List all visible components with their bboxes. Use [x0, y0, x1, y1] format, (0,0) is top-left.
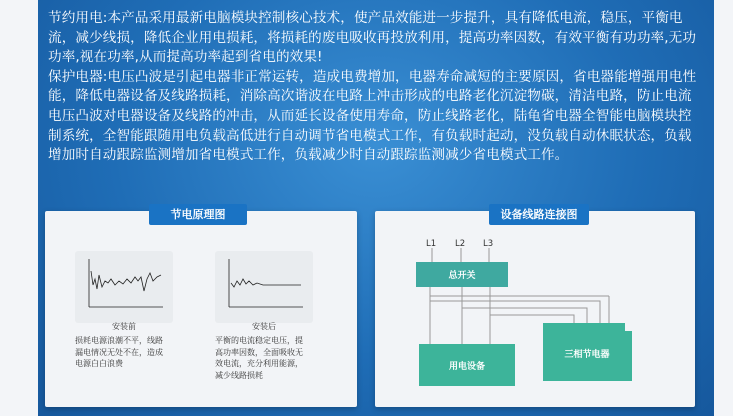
- energy-saving-paragraph: 节约用电:本产品采用最新电脑模块控制核心技术，使产品效能进一步提升，具有降低电流，稳压，平衡电流，减少线损，降低企业用电损耗，将损耗的废电吸收再投放利用，提高功率因数，有效平衡有功功率,无功功率,视在功率,从而提高功率起到省电的效果!: [48, 10, 697, 66]
- after-description: 平衡的电流稳定电压，提 高功率因数，全面吸收无 效电流，充分利用能源， 减少线路损耗: [215, 336, 303, 380]
- before-waveform-chart: [75, 251, 173, 323]
- after-waveform-chart: [215, 251, 313, 323]
- line-l1-label: L1: [426, 239, 437, 249]
- saver-wire-3: [490, 315, 574, 323]
- after-caption: 安装后: [252, 322, 276, 331]
- after-waveform-line: [231, 279, 301, 287]
- main-switch-label: 总开关: [448, 271, 476, 281]
- line-l2-label: L2: [455, 239, 466, 249]
- before-waveform-line: [91, 271, 161, 291]
- before-description: 损耗电源浪潮不平，线路 漏电情况无处不在，造成 电源白白浪费: [75, 336, 163, 368]
- before-caption: 安装前: [112, 322, 136, 331]
- principle-card: [45, 208, 357, 407]
- wiring-tab-label: 设备线路连接图: [489, 204, 589, 225]
- equipment-label: 用电设备: [448, 362, 486, 372]
- wiring-diagram: [375, 211, 695, 407]
- principle-tab-label: 节电原理图: [149, 204, 247, 225]
- wiring-card: [375, 208, 695, 407]
- protection-paragraph: 保护电器:电压凸波是引起电器非正常运转，造成电费增加，电器寿命减短的主要原因，省电器能增强用电性能，降低电器设备及线路损耗，消除高次谐波在电路上冲击形成的电路老化沉淀物碳，清洁电路，防止电流电压凸波对电器设备及线路的冲击，从而延长设备使用寿命，防止线路老化，陆龟省电器全智能电脑模块控制系统，全智能跟随用电负载高低进行自动调节省电模式工作，有负载时起动，没负载自动休眠状态，负载增加时自动跟踪监测增加省电模式工作，负载减少时自动跟踪监测减少省电模式工作。: [48, 68, 697, 164]
- description-text: [48, 9, 700, 166]
- saver-label: 三相节电器: [564, 350, 610, 360]
- line-l3-label: L3: [483, 239, 494, 249]
